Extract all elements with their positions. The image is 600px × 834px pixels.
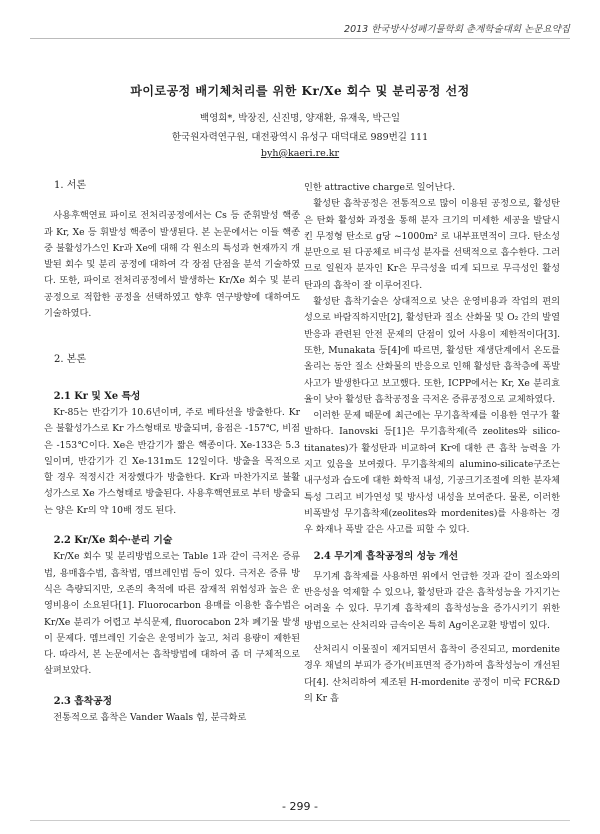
section-heading-intro: 1. 서론 [54, 180, 87, 191]
page-number: - 299 - [282, 800, 318, 813]
paragraph-2-3-cont: 인한 attractive charge로 일어난다. [304, 182, 456, 193]
left-column [44, 178, 300, 726]
section-heading-body: 2. 본론 [54, 354, 87, 366]
subsection-heading-2-3: 2.3 흡착공정 [53, 695, 113, 707]
paper-authors: 백영희*, 박장진, 신진명, 양재환, 유재욱, 박근일 [199, 113, 401, 124]
paragraph-acid-treatment: 산처리시 이물질이 제거되면서 흡착이 증진되고, mordenite 경우 채널의 부피가 증가(비표면적 증가)하여 흡착성능이 개선된다[4]. 산처리하여 제조된 H-mordenite 공정이 미국 FCR&D의 Kr 흡 [304, 644, 560, 704]
paragraph-inorganic-adsorbents: 이러한 문제 때문에 최근에는 무기흡착제를 이용한 연구가 활발하다. Ianovski 등[1]은 무기흡착제(즉 zeolites와 silico-titanates)가 활성탄과 비교하여 Kr에 대한 큰 흡착 능력을 가지고 있음을 보여줬다. 무기흡착제의 alumino-silicate구조는 내구성과 습도에 대한 화학적 내성, 기공크기조절에 의한 분자체 특성 그리고 비가연성 및 방사성 내성을 보여준다. 물론, 이러한 비폭발성 무기흡착제(zeolites와 mordenites)를 사용하는 경우 화재나 폭발 같은 사고를 피할 수 있다. [304, 410, 560, 536]
conference-header: 2013 한국방사성폐기물학회 춘계학술대회 논문요약집 [344, 24, 570, 35]
paragraph-2-1: Kr-85는 반감기가 10.6년이며, 주로 베타선을 방출한다. Kr은 불활성가스로 Kr 가스형태로 방출되며, 융점은 -157℃, 비점은 -153℃이다. Xe은 반감기가 짧은 핵종이다. Xe-133은 5.3일이며, 반감기가 긴 Xe-131m도 12일이다. 방출을 목적으로 할 경우 적정시간 저장했다가 방출한다. Kr과 마찬가지로 불활성가스로 Xe 가스형태로 방출된다. 사용후핵연료로 부터 방출되는 양은 Kr의 약 10배 정도 된다. [44, 406, 300, 516]
subsection-heading-2-1: 2.1 Kr 및 Xe 특성 [53, 390, 141, 402]
subsection-heading-2-2: 2.2 Kr/Xe 회수·분리 기술 [53, 535, 173, 547]
paragraph-2-2: Kr/Xe 회수 및 분리방법으로는 Table 1과 같이 극저온 증류법, 용매흡수법, 흡착법, 멤브레인법 등이 있다. 극저온 증류 방식은 측량되지만, 오존의 축적에 따른 잠재적 위험성과 높은 운영비용이 소요된다[1]. Fluorocarbon 용매를 이용한 흡수법은 Kr/Xe 분리가 어렵고 부식문제, fluorocabon 2차 폐기물 발생이 문제다. 멤브레인 기술은 운영비가 높고, 처리 용량이 제한된다. 따라서, 본 논문에서는 흡착방법에 대하여 좀 더 구체적으로 살펴보았다. [44, 551, 300, 677]
right-column [304, 180, 560, 707]
header-rule [30, 38, 570, 39]
subsection-heading-2-4: 2.4 무기계 흡착공정의 성능 개선 [313, 550, 459, 562]
paragraph-carbon-limits: 활성탄 흡착기술은 상대적으로 낮은 운영비용과 작업의 편의성으로 바람직하지만[2], 활성탄과 질소 산화물 및 O₂ 간의 발열 반응과 관련된 안전 문제의 단점이 있어 사용이 제한적이다[3]. 또한, Munakata 등[4]에 따르면, 활성탄 재생단계에서 온도를 올리는 동안 질소 산화물의 반응으로 인해 활성탄 흡착층에 폭발 사고가 발생한다고 보고했다. 또한, ICPP에서는 Kr, Xe 분리효율이 낮아 활성탄 흡착공정을 극저온 증류공정으로 교체하였다. [304, 296, 560, 405]
paragraph-2-4: 무기계 흡착제를 사용하면 위에서 언급한 것과 같이 질소와의 반응성을 억제할 수 있으나, 활성탄과 같은 흡착성능을 가지기는 어려울 수 있다. 무기계 흡착제의 흡착성능을 증가시키기 위한 방법으로는 산처리와 금속이온 특히 Ag이온교환 방법이 있다. [304, 570, 560, 631]
intro-paragraph: 사용후핵연료 파이로 전처리공정에서는 Cs 등 준휘발성 핵종과 Kr, Xe 등 휘발성 핵종이 발생된다. 본 논문에서는 이들 핵종 중 불활성가스인 Kr과 Xe에 대해 각 원소의 특성과 현재까지 개발된 회수 및 분리 공정에 대하여 각 장점 단점을 분석 기술하였다. 또한, 파이로 전처리공정에서 발생하는 Kr/Xe 회수 및 분리 공정으로 적합한 공정을 선택하였고 향후 연구방향에 대하여도 기술하였다. [44, 210, 300, 320]
paper-affiliation: 한국원자력연구원, 대전광역시 유성구 대덕대로 989번길 111 [171, 132, 429, 143]
author-email-link[interactable]: byh@kaeri.re.kr [260, 148, 340, 159]
paper-title: 파이로공정 배기체처리를 위한 Kr/Xe 회수 및 분리공정 선정 [130, 84, 470, 98]
footer-rule [30, 820, 570, 821]
paragraph-activated-carbon: 활성탄 흡착공정은 전통적으로 많이 이용된 공정으로, 활성탄은 탄화 활성화 과정을 통해 분자 크기의 미세한 세공을 발달시킨 무정형 탄소로 g당 ~1000m² 로 내부표면적이 크다. 탄소성분만으로 된 다공체로 비극성 분자를 선택적으로 흡수한다. 그러므로 일원자 분자인 Kr은 무극성을 띠게 되므로 무극성인 활성탄과의 흡착이 잘 이루어진다. [304, 198, 560, 291]
paragraph-2-3: 전통적으로 흡착은 Vander Waals 힘, 분극화로 [53, 712, 247, 724]
